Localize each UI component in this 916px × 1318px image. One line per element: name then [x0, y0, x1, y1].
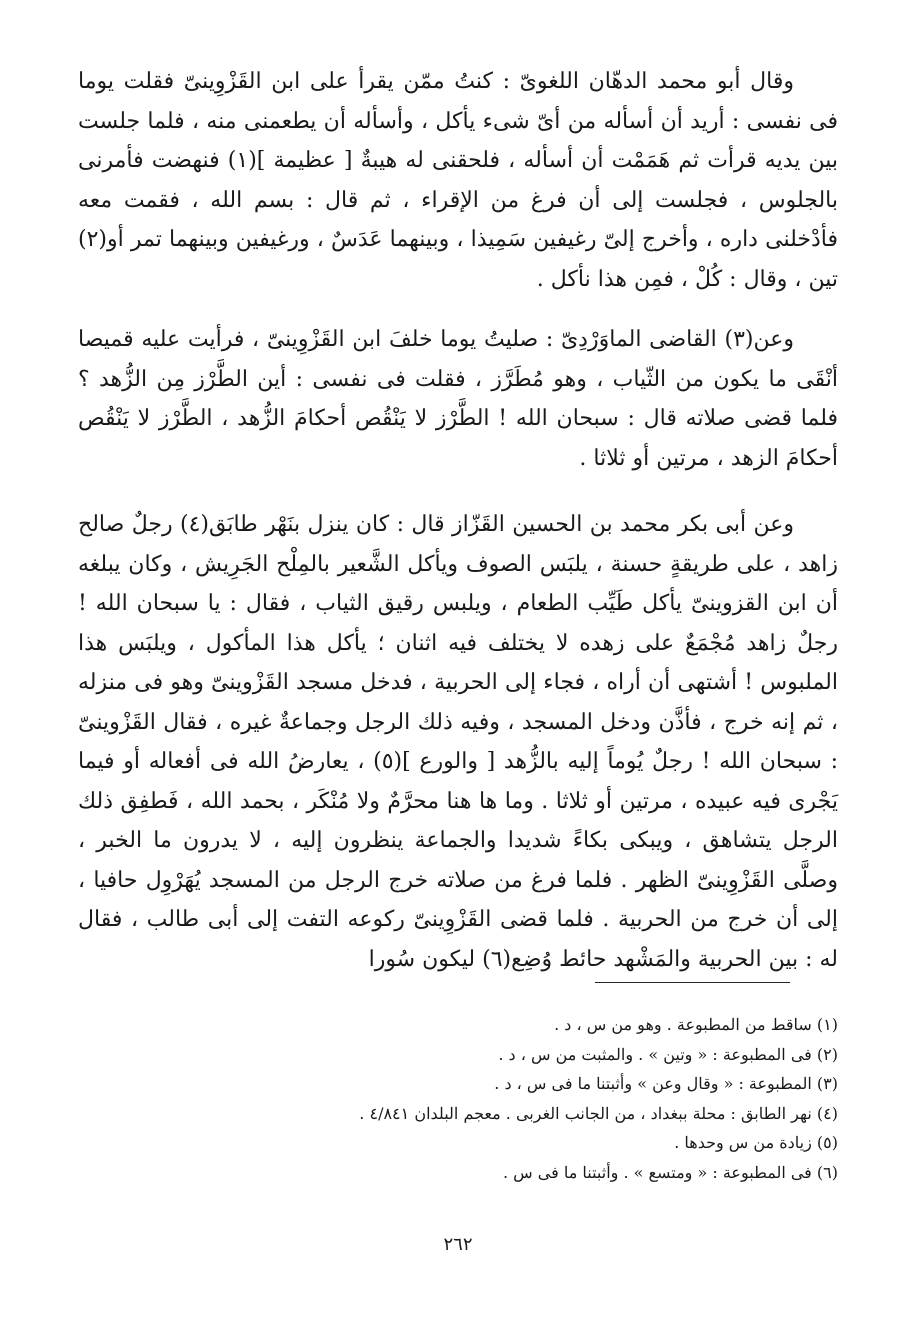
footnote-1: (١) ساقط من المطبوعة . وهو من س ، د .	[554, 1015, 838, 1034]
paragraph-2	[78, 320, 838, 478]
paragraph-3	[78, 505, 838, 979]
footnote-separator	[595, 982, 790, 983]
footnote-2: (٢) فى المطبوعة : « وتين » . والمثبت من س ، د .	[498, 1044, 838, 1064]
footnotes-list	[138, 1010, 838, 1187]
footnote-5: (٥) زيادة من س وحدها .	[674, 1133, 838, 1152]
page-number: ٢٦٢	[443, 1234, 473, 1255]
paragraph-text: وقال أبو محمد الدهّان اللغوىّ : كنتُ ممّن يقرأ على ابن القَزْوِينىّ فقلت يوما فى نفسى : أريد أن أسأله من أىّ شىء يأكل ، وأسأله أن يطعمنى منه ، فلما جلست بين يديه قرأت ثم هَمَمْت أن أسأله ، فلحقنى له هيبةٌ [ عظيمة ](١) فنهضت فأمرنى بالجلوس ، فجلست إلى أن فرغ من الإقراء ، ثم قال : بسم الله ، فقمت معه فأدْخلنى داره ، وأخرج إلىّ رغيفين سَمِيذا ، وبينهما عَدَسٌ ، ورغيفين وبينهما تمر أو(٢) تين ، وقال : كُلْ ، فمِن هذا نأكل .	[78, 69, 838, 292]
footnote-6: (٦) فى المطبوعة : « ومتسع » . وأثبتنا ما فى س .	[502, 1162, 838, 1182]
paragraph-text: وعن(٣) القاضى الماوَرْدِىّ : صليتُ يوما خلفَ ابن القَزْوِينىّ ، فرأيت عليه قميصا أنْقَى ما يكون من الثّياب ، وهو مُطَرَّز ، فقلت فى نفسى : أين الطَّرْز مِن الزُّهد ؟ فلما قضى صلاته قال : سبحان الله ! الطَّرْز لا يَنْقُص أحكامَ الزُّهد ، الطَّرْز لا يَنْقُص أحكامَ الزهد ، مرتين أو ثلاثا .	[78, 327, 838, 471]
footnote-3: (٣) المطبوعة : « وقال وعن » وأثبتنا ما فى س ، د .	[494, 1074, 838, 1093]
paragraph-text: وعن أبى بكر محمد بن الحسين القَزّاز قال : كان ينزل بنَهْر طابَق(٤) رجلٌ صالح زاهد ، على طريقةٍ حسنة ، يلبَس الصوف ويأكل الشَّعير بالمِلْح الجَرِيش ، وكان يبلغه أن ابن القزوينىّ يأكل طَيِّب الطعام ، ويلبس رقيق الثياب ، فقال : يا سبحان الله ! رجلٌ زاهد مُجْمَعٌ على زهده لا يختلف فيه اثنان ؛ يأكل هذا المأكول ، ويلبَس هذا الملبوس ! أشتهى أن أراه ، فجاء إلى الحربية ، فدخل مسجد القَزْوينىّ وهو فى منزله ، ثم إنه خرج ، فأذَّن ودخل المسجد ، وفيه ذلك الرجل وجماعةٌ غيره ، فقال القَزْوينىّ : سبحان الله ! رجلٌ يُوماً إليه بالزُّهد [ والورع ](٥) ، يعارضُ الله فى أفعاله أو فيما يَجْرى فيه عبيده ، مرتين أو ثلاثا . وما ها هنا محرَّمٌ ولا مُنْكَر ، بحمد الله ، فَطفِق ذلك الرجل يتشاهق ، ويبكى بكاءً شديدا والجماعة ينظرون إليه ، لا يدرون ما الخبر ، وصلَّى القَزْوِينىّ الظهر . فلما فرغ من صلاته خرج الرجل من المسجد يُهَرْوِل حافيا ، إلى أن خرج من الحربية . فلما قضى القَزْوِينىّ ركوعه التفت إلى أبى طالب ، فقال له : بين الحربية والمَشْهد حائط وُضِع(٦) ليكون سُورا	[78, 512, 838, 972]
footnote-4: (٤) نهر الطابق : محلة ببغداد ، من الجانب الغربى . معجم البلدان ٤/٨٤١ .	[359, 1103, 838, 1123]
paragraph-1	[78, 62, 838, 299]
